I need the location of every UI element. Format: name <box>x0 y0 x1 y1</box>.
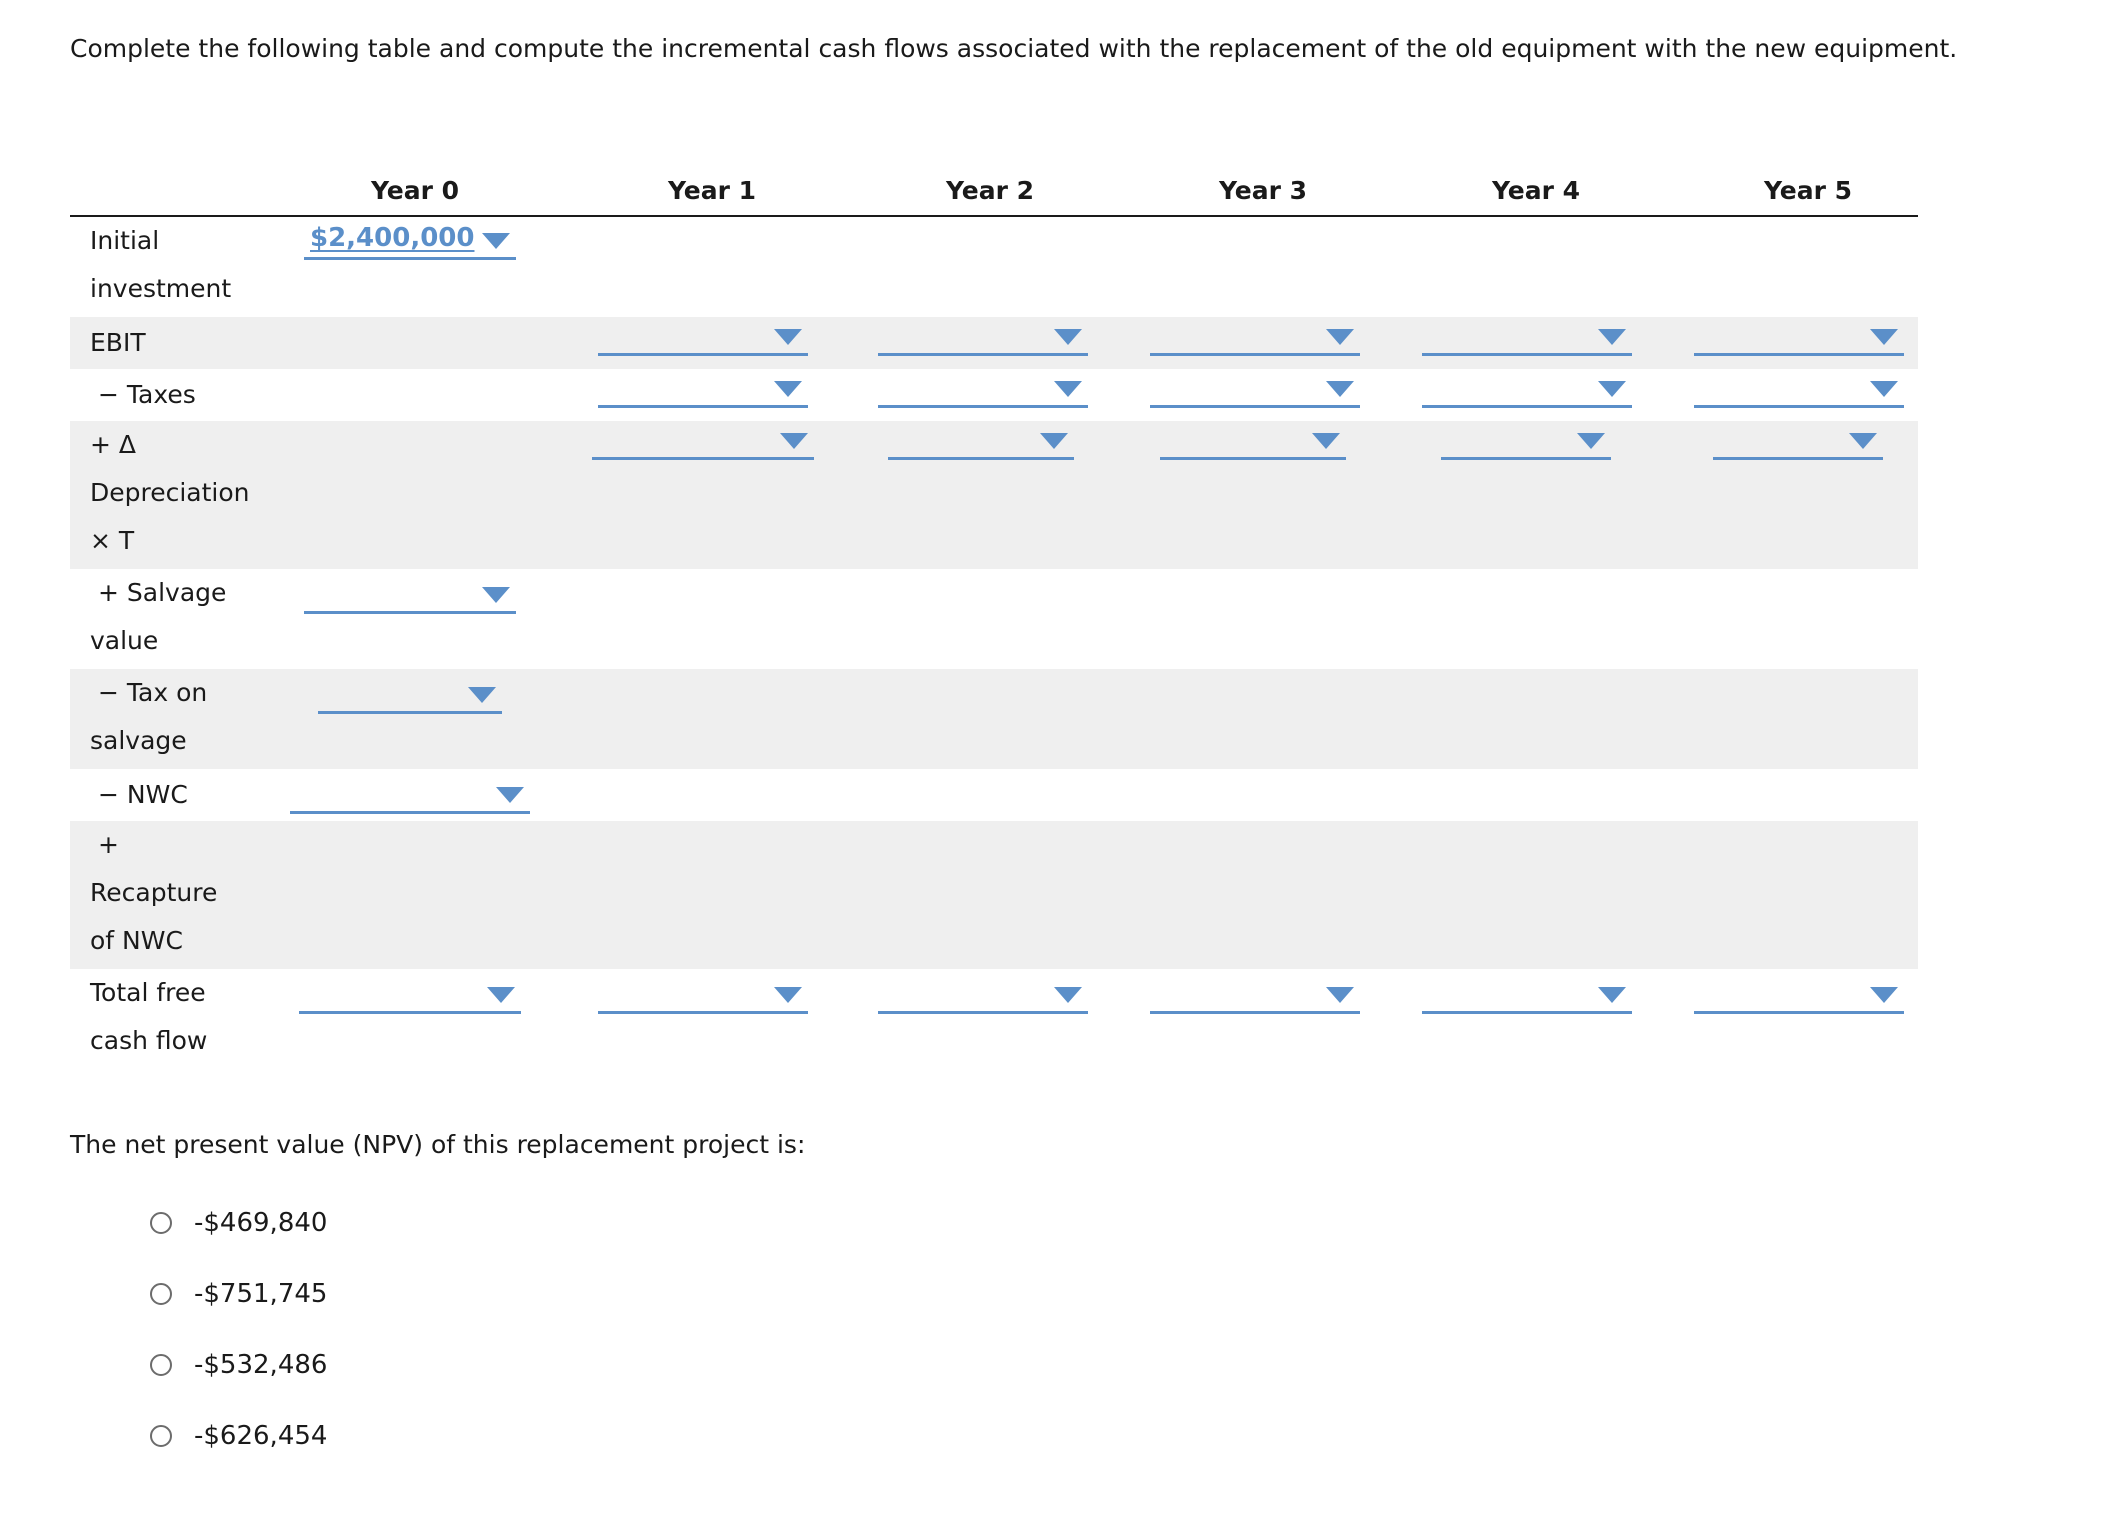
chevron-down-icon <box>1054 381 1082 397</box>
cash-flow-table <box>70 170 1918 1069</box>
row-label-line: Recapture <box>90 878 218 907</box>
total-fcf-year-4-dropdown[interactable] <box>1422 981 1632 1014</box>
column-header-year-2: Year 2 <box>945 176 1035 205</box>
row-nwc <box>70 769 1918 821</box>
chevron-down-icon <box>482 587 510 603</box>
chevron-down-icon <box>482 233 510 249</box>
nwc-year-0-dropdown[interactable] <box>290 781 530 814</box>
chevron-down-icon <box>774 329 802 345</box>
radio-button[interactable] <box>150 1354 172 1376</box>
radio-button[interactable] <box>150 1425 172 1447</box>
depreciation-tax-year-5-dropdown[interactable] <box>1713 427 1883 460</box>
row-label-line: + Δ <box>90 430 136 459</box>
row-label <box>98 769 298 821</box>
chevron-down-icon <box>1054 329 1082 345</box>
row-label-line: of NWC <box>90 926 183 955</box>
radio-button[interactable] <box>150 1283 172 1305</box>
total-fcf-year-2-dropdown[interactable] <box>878 981 1088 1014</box>
taxes-year-4-dropdown[interactable] <box>1422 375 1632 408</box>
ebit-year-1-dropdown[interactable] <box>598 323 808 356</box>
row-label-line: × T <box>90 526 135 555</box>
table-header <box>70 170 1918 217</box>
chevron-down-icon <box>1326 329 1354 345</box>
ebit-year-3-dropdown[interactable] <box>1150 323 1360 356</box>
total-fcf-year-5-dropdown[interactable] <box>1694 981 1904 1014</box>
row-tax-on-salvage <box>70 669 1918 769</box>
row-label-line: value <box>90 626 159 655</box>
row-label-line: cash flow <box>90 1026 208 1055</box>
chevron-down-icon <box>1598 987 1626 1003</box>
option-label[interactable]: -$532,486 <box>194 1350 328 1380</box>
tax-on-salvage-year-0-dropdown[interactable] <box>318 681 502 714</box>
depreciation-tax-year-4-dropdown[interactable] <box>1441 427 1611 460</box>
row-label <box>90 421 290 565</box>
row-label-line: − Tax on <box>98 678 208 707</box>
selected-value: $2,400,000 <box>310 223 475 253</box>
row-label <box>90 217 290 313</box>
chevron-down-icon <box>1870 987 1898 1003</box>
row-label-line: − NWC <box>98 780 188 809</box>
row-label-line: Total free <box>90 978 206 1007</box>
row-label-line: EBIT <box>90 328 146 357</box>
total-fcf-year-3-dropdown[interactable] <box>1150 981 1360 1014</box>
chevron-down-icon <box>1870 381 1898 397</box>
row-label-line: + Salvage <box>98 578 227 607</box>
chevron-down-icon <box>774 381 802 397</box>
chevron-down-icon <box>1849 433 1877 449</box>
chevron-down-icon <box>496 787 524 803</box>
ebit-year-2-dropdown[interactable] <box>878 323 1088 356</box>
row-label <box>90 317 290 369</box>
chevron-down-icon <box>468 687 496 703</box>
row-label-line: + <box>98 830 119 859</box>
depreciation-tax-year-1-dropdown[interactable] <box>592 427 814 460</box>
total-fcf-year-1-dropdown[interactable] <box>598 981 808 1014</box>
column-header-year-4: Year 4 <box>1491 176 1581 205</box>
option-label[interactable]: -$626,454 <box>194 1421 328 1451</box>
chevron-down-icon <box>774 987 802 1003</box>
initial-investment-year-0-dropdown[interactable] <box>304 223 516 260</box>
column-header-year-0: Year 0 <box>370 176 460 205</box>
npv-question: The net present value (NPV) of this replacement project is: <box>70 1130 806 1159</box>
option-label[interactable]: -$469,840 <box>194 1208 328 1238</box>
chevron-down-icon <box>1326 987 1354 1003</box>
row-ebit <box>70 317 1918 369</box>
column-header-year-1: Year 1 <box>667 176 757 205</box>
taxes-year-2-dropdown[interactable] <box>878 375 1088 408</box>
option-label[interactable]: -$751,745 <box>194 1279 328 1309</box>
row-initial-investment <box>70 217 1918 317</box>
chevron-down-icon <box>1870 329 1898 345</box>
chevron-down-icon <box>780 433 808 449</box>
radio-button[interactable] <box>150 1212 172 1234</box>
row-label <box>90 669 290 765</box>
chevron-down-icon <box>1577 433 1605 449</box>
ebit-year-4-dropdown[interactable] <box>1422 323 1632 356</box>
chevron-down-icon <box>1040 433 1068 449</box>
chevron-down-icon <box>1054 987 1082 1003</box>
chevron-down-icon <box>1598 329 1626 345</box>
column-header-year-3: Year 3 <box>1218 176 1308 205</box>
taxes-year-3-dropdown[interactable] <box>1150 375 1360 408</box>
row-recapture-nwc <box>70 821 1918 969</box>
chevron-down-icon <box>487 987 515 1003</box>
row-delta-depreciation-tax <box>70 421 1918 569</box>
depreciation-tax-year-3-dropdown[interactable] <box>1160 427 1346 460</box>
row-label-line: Initial <box>90 226 160 255</box>
taxes-year-1-dropdown[interactable] <box>598 375 808 408</box>
row-label-line: salvage <box>90 726 187 755</box>
taxes-year-5-dropdown[interactable] <box>1694 375 1904 408</box>
row-label <box>90 821 290 965</box>
instructions-text: Complete the following table and compute the incremental cash flows associated with the replacement of the old equipment with the new equipment. <box>70 34 1958 63</box>
chevron-down-icon <box>1312 433 1340 449</box>
row-label <box>90 969 290 1065</box>
row-label-line: − Taxes <box>98 380 196 409</box>
row-label <box>98 369 298 421</box>
total-fcf-year-0-dropdown[interactable] <box>299 981 521 1014</box>
chevron-down-icon <box>1326 381 1354 397</box>
row-taxes <box>70 369 1918 421</box>
depreciation-tax-year-2-dropdown[interactable] <box>888 427 1074 460</box>
column-header-year-5: Year 5 <box>1763 176 1853 205</box>
row-label-line: Depreciation <box>90 478 250 507</box>
ebit-year-5-dropdown[interactable] <box>1694 323 1904 356</box>
row-label <box>90 569 290 665</box>
row-salvage-value <box>70 569 1918 669</box>
salvage-value-year-0-dropdown[interactable] <box>304 581 516 614</box>
row-label-line: investment <box>90 274 232 303</box>
row-total-free-cash-flow <box>70 969 1918 1069</box>
chevron-down-icon <box>1598 381 1626 397</box>
